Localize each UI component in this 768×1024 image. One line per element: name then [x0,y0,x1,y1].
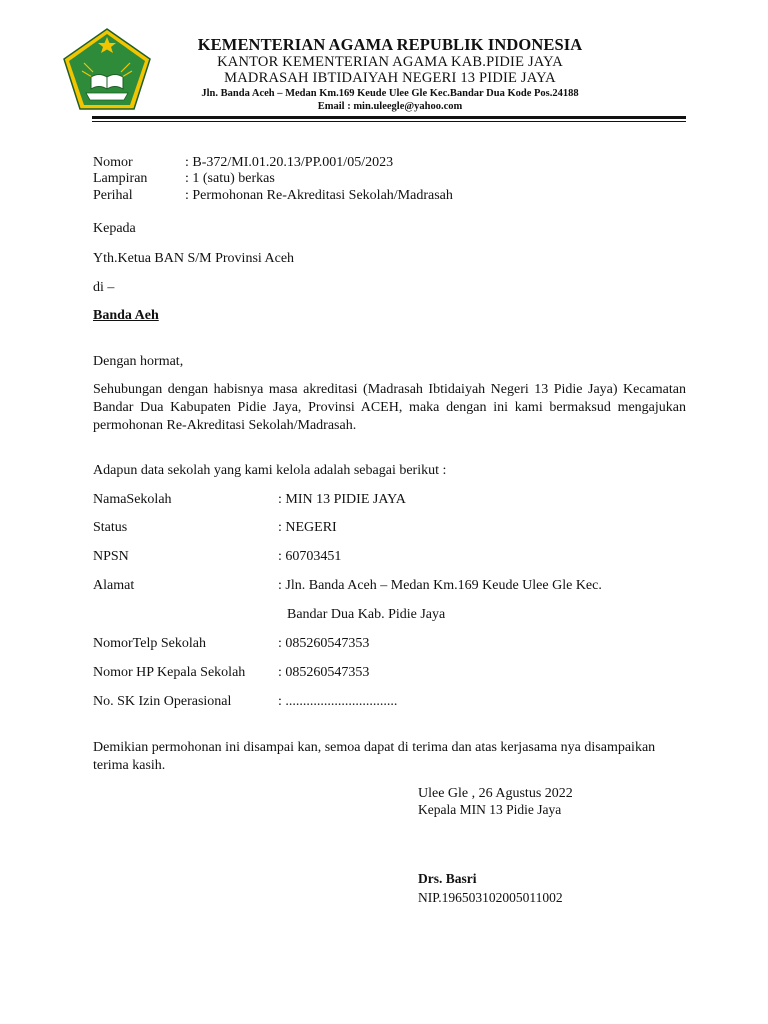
recipient-place: Banda Aeh [93,308,159,323]
head-phone-label: Nomor HP Kepala Sekolah [93,665,246,680]
letterhead-email: Email : min.uleegle@yahoo.com [317,101,463,112]
license-value: : ................................ [278,694,398,709]
address-value-line1: : Jln. Banda Aceh – Medan Km.169 Keude Ulee Gle Kec. [278,578,602,593]
greeting: Dengan hormat, [93,354,184,369]
nomor-label: Nomor [93,155,133,170]
opening-paragraph: Sehubungan dengan habisnya masa akreditasi (Madrasah Ibtidaiyah Negeri 13 Pidie Jaya) Kecamatan Bandar Dua Kabupaten Pidie Jaya, Provinsi ACEH, maka dengan ini kami bermaksud mengajukan permohonan Re-Akreditasi Sekolah/Madrasah. [93,382,686,433]
address-value-line2: Bandar Dua Kab. Pidie Jaya [287,607,446,622]
letterhead-address: Jln. Banda Aceh – Medan Km.169 Keude Ulee Gle Kec.Bandar Dua Kode Pos.24188 [201,88,579,99]
status-label: Status [93,520,128,535]
data-intro: Adapun data sekolah yang kami kelola adalah sebagai berikut : [93,463,447,478]
perihal-label: Perihal [93,188,133,203]
status-value: : NEGERI [278,520,337,535]
lampiran-value: : 1 (satu) berkas [185,171,275,186]
nomor-value: : B-372/MI.01.20.13/PP.001/05/2023 [185,155,394,170]
place-date: Ulee Gle , 26 Agustus 2022 [418,786,573,801]
signer-position: Kepala MIN 13 Pidie Jaya [418,802,562,817]
license-label: No. SK Izin Operasional [93,694,232,709]
letterhead-ministry: KEMENTERIAN AGAMA REPUBLIK INDONESIA [197,35,583,54]
npsn-label: NPSN [93,549,129,564]
head-phone-value: : 085260547353 [278,665,370,680]
kemenag-logo [62,27,152,111]
npsn-value: : 60703451 [278,549,342,564]
recipient-name: Yth.Ketua BAN S/M Provinsi Aceh [93,251,295,266]
kemenag-emblem-icon [62,27,152,111]
lampiran-label: Lampiran [93,171,148,186]
letterhead-school: MADRASAH IBTIDAIYAH NEGERI 13 PIDIE JAYA [224,70,556,86]
recipient-di: di – [93,280,115,295]
letterhead-rule-thick [92,116,686,119]
signer-name: Drs. Basri [418,871,477,886]
address-label: Alamat [93,578,135,593]
school-name-label: NamaSekolah [93,492,172,507]
school-name-value: : MIN 13 PIDIE JAYA [278,492,406,507]
signer-nip: NIP.196503102005011002 [418,890,563,905]
phone-value: : 085260547353 [278,636,370,651]
perihal-value: : Permohonan Re-Akreditasi Sekolah/Madrasah [185,188,453,203]
kepada-label: Kepada [93,221,136,236]
phone-label: NomorTelp Sekolah [93,636,206,651]
letterhead-rule-thin [92,121,686,122]
closing-paragraph: Demikian permohonan ini disampai kan, semoa dapat di terima dan atas kerjasama nya disampaikan terima kasih. [93,740,656,773]
letterhead-office: KANTOR KEMENTERIAN AGAMA KAB.PIDIE JAYA [217,54,563,70]
